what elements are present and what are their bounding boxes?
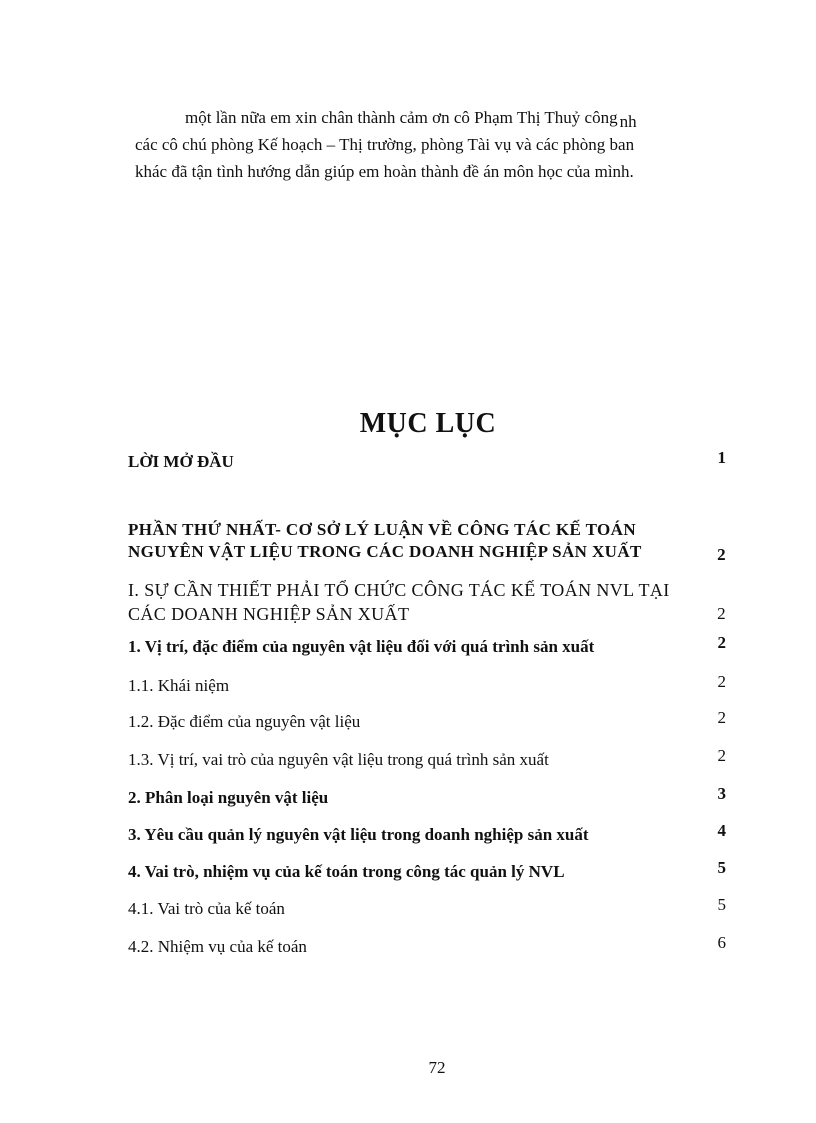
toc-entry-text-line1: I. SỰ CẦN THIẾT PHẢI TỔ CHỨC CÔNG TÁC KẾ TOÁN NVL TẠI: [128, 580, 670, 600]
toc-entry-text: 3. Yêu cầu quản lý nguyên vật liệu trong doanh nghiệp sản xuất: [128, 825, 589, 844]
toc-entry-page: 1: [717, 448, 726, 467]
toc-entry-page: 2: [717, 708, 726, 727]
ack-line-1-text: một lần nữa em xin chân thành cảm ơn cô Phạm Thị Thuỷ công: [185, 108, 618, 127]
toc-entry-text-line2: NGUYÊN VẬT LIỆU TRONG CÁC DOANH NGHIỆP SẢN XUẤT: [128, 542, 642, 561]
toc-entry-text: 1.3. Vị trí, vai trò của nguyên vật liệu trong quá trình sản xuất: [128, 750, 549, 769]
toc-entry-su-can-thiet[interactable]: [128, 578, 728, 626]
acknowledgement-paragraph: [135, 104, 720, 185]
toc-entry-1-2[interactable]: [128, 708, 728, 732]
ack-line-1-trail: nh: [619, 112, 637, 131]
ack-line-1: [135, 104, 720, 131]
toc-entry-text-line1: PHẦN THỨ NHẤT- CƠ SỞ LÝ LUẬN VỀ CÔNG TÁC KẾ TOÁN: [128, 520, 637, 539]
toc-entry-page: 2: [717, 545, 726, 564]
toc-entry-page: 2: [717, 672, 726, 691]
ack-line-2: các cô chú phòng Kế hoạch – Thị trường, phòng Tài vụ và các phòng ban: [135, 135, 635, 154]
toc-entry-4-2[interactable]: [128, 933, 728, 957]
toc-entry-page: 4: [717, 821, 726, 840]
toc-entry-page: 5: [717, 858, 726, 877]
toc-entry-phan-thu-nhat[interactable]: [128, 519, 728, 563]
toc-entry-text-line2: CÁC DOANH NGHIỆP SẢN XUẤT: [128, 604, 410, 624]
toc-entry-text: 1.1. Khái niệm: [128, 676, 230, 695]
toc-entry-1-3[interactable]: [128, 746, 728, 770]
toc-entry-text: 1.2. Đặc điểm của nguyên vật liệu: [128, 712, 361, 731]
toc-entry-page: 5: [717, 895, 726, 914]
toc-entry-page: 3: [717, 784, 726, 803]
toc-entry-1-1[interactable]: [128, 672, 728, 696]
page-number-footer: 72: [428, 1058, 446, 1077]
toc-entry-page: 2: [717, 633, 726, 652]
toc-entry-loi-mo-dau[interactable]: [128, 448, 728, 472]
toc-entry-text: 2. Phân loại nguyên vật liệu: [128, 788, 329, 807]
toc-entry-page: 2: [717, 746, 726, 765]
toc-entry-text: 1. Vị trí, đặc điểm của nguyên vật liệu đối với quá trình sản xuất: [128, 637, 595, 656]
toc-title: MỤC LỤC: [359, 408, 497, 439]
toc-entry-text: LỜI MỞ ĐẦU: [128, 452, 234, 471]
toc-entry-3[interactable]: [128, 821, 728, 845]
ack-line-3: khác đã tận tình hướng dẫn giúp em hoàn thành đề án môn học của mình.: [135, 162, 634, 181]
toc-entry-page: 2: [717, 604, 726, 623]
toc-entry-4[interactable]: [128, 858, 728, 882]
toc-entry-text: 4.1. Vai trò của kế toán: [128, 899, 285, 918]
toc-entry-2[interactable]: [128, 784, 728, 808]
toc-entry-1[interactable]: [128, 633, 728, 657]
toc-entry-text: 4. Vai trò, nhiệm vụ của kế toán trong công tác quản lý NVL: [128, 862, 565, 881]
toc-entry-4-1[interactable]: [128, 895, 728, 919]
toc-entry-text: 4.2. Nhiệm vụ của kế toán: [128, 937, 307, 956]
toc-entry-page: 6: [717, 933, 726, 952]
